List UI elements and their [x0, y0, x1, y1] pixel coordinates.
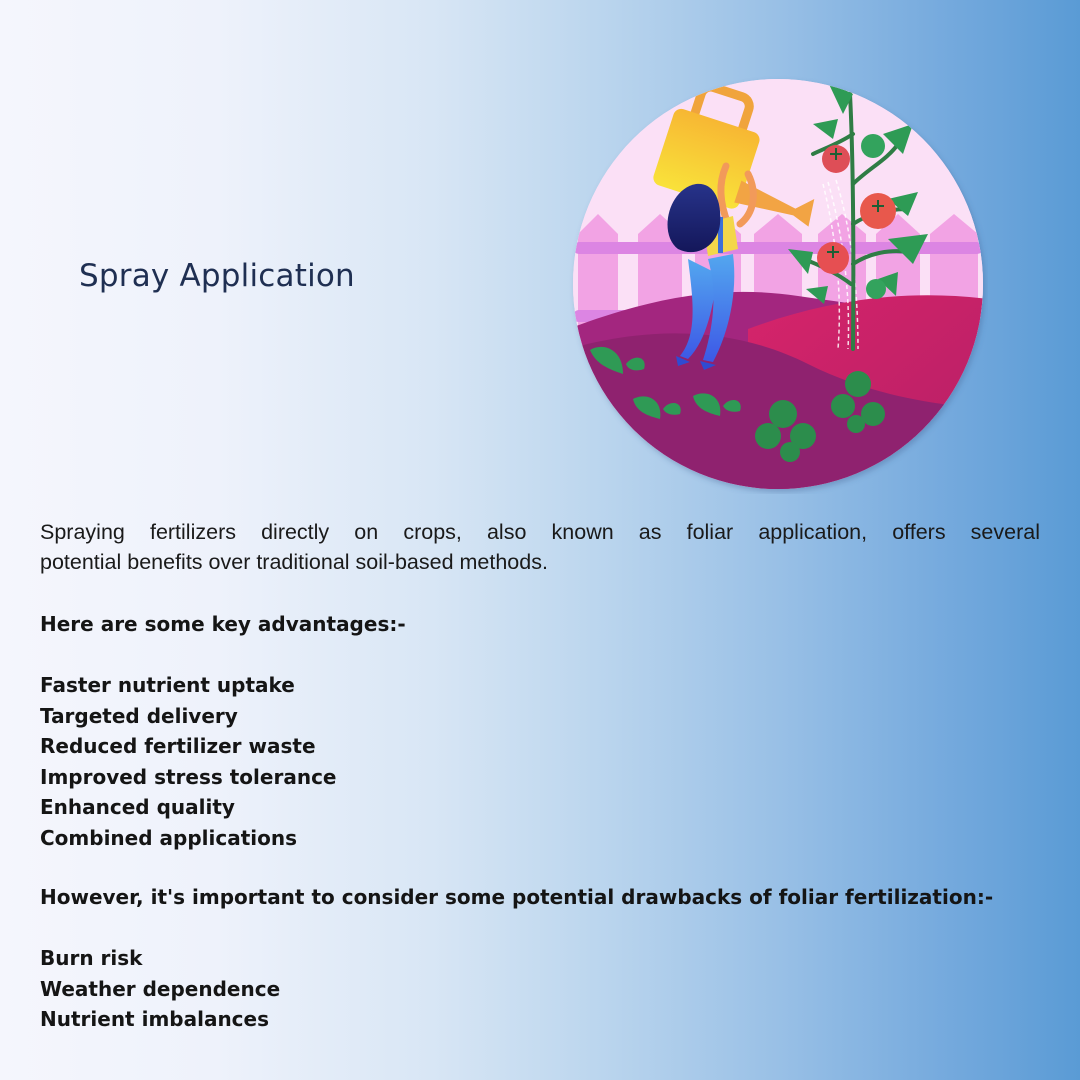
drawback-item: Burn risk — [40, 946, 143, 970]
drawbacks-heading: However, it's important to consider some potential drawbacks of foliar fertilization:- — [40, 885, 994, 909]
advantage-item: Combined applications — [40, 825, 298, 850]
page-title: Spray Application — [79, 258, 355, 294]
advantage-item: Faster nutrient uptake — [40, 673, 295, 697]
intro-paragraph — [40, 517, 1040, 577]
drawback-item: Weather dependence — [40, 976, 281, 1001]
gardening-illustration — [568, 74, 988, 494]
drawbacks-section — [40, 882, 993, 1035]
watering-plants-icon — [568, 74, 988, 494]
drawbacks-list — [40, 943, 993, 1035]
intro-line-2: potential benefits over traditional soil-based methods. — [40, 550, 548, 574]
advantage-item: Improved stress tolerance — [40, 764, 337, 789]
advantages-section — [40, 609, 406, 853]
advantages-heading: Here are some key advantages:- — [40, 612, 406, 636]
advantage-item: Targeted delivery — [40, 703, 238, 728]
drawback-item: Nutrient imbalances — [40, 1007, 270, 1031]
advantage-item: Enhanced quality — [40, 795, 235, 819]
advantages-list — [40, 670, 406, 853]
advantage-item: Reduced fertilizer waste — [40, 734, 316, 758]
intro-line-1: Spraying fertilizers directly on crops, also known as foliar application, offers several — [40, 520, 1040, 544]
